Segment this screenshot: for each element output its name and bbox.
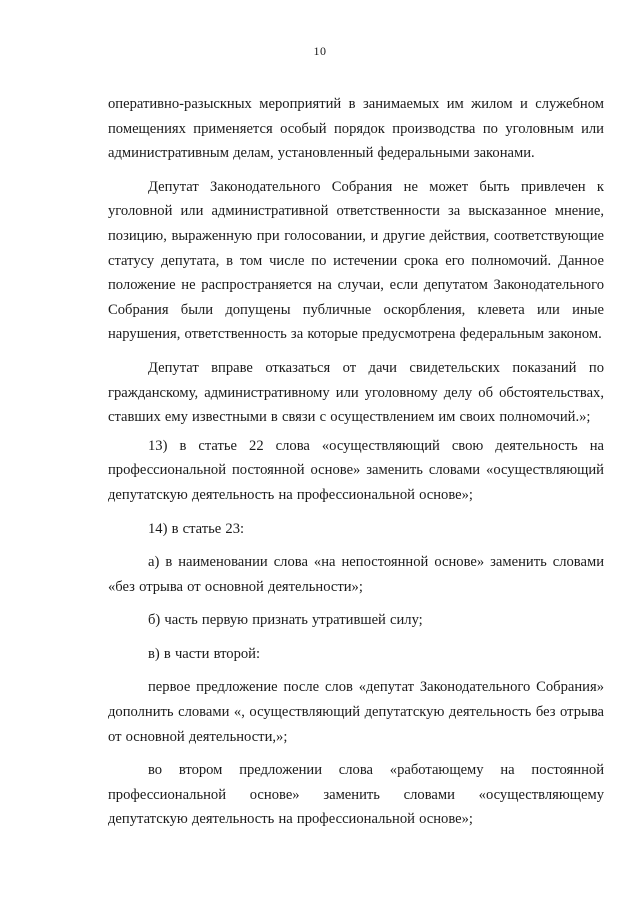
paragraph-first-sentence: первое предложение после слов «депутат Законодательного Собрания» дополнить словами «, осуществляющий депутатскую деятельность без отрыва от основной деятельности,»; xyxy=(108,679,604,745)
paragraph-subitem-b: б) часть первую признать утратившей силу; xyxy=(148,612,423,629)
paragraph-continuation: оперативно-разыскных мероприятий в занимаемых им жилом и служебном помещениях применяется особый порядок производства по уголовным или административным делам, установленный федеральными законами. xyxy=(108,96,604,162)
paragraph-item-14: 14) в статье 23: xyxy=(148,520,245,537)
page-number: 10 xyxy=(313,44,327,58)
paragraph-second-sentence: во втором предложении слова «работающему на постоянной профессиональной основе» заменить словами «осуществляющему депутатскую деятельность на профессиональной основе»; xyxy=(108,762,604,828)
document-body xyxy=(108,92,604,832)
paragraph-subitem-a: а) в наименовании слова «на непостоянной основе» заменить словами «без отрыва от основной деятельности»; xyxy=(108,554,604,595)
paragraph-subitem-v: в) в части второй: xyxy=(148,645,261,662)
paragraph-deputy-immunity: Депутат Законодательного Собрания не может быть привлечен к уголовной или административной ответственности за высказанное мнение, позицию, выраженную при голосовании, и другие действия, соответствующие статусу депутата, в том числе по истечении срока его полномочий. Данное положение не распространяется на случаи, если депутатом Законодательного Собрания были допущены публичные оскорбления, клевета или иные нарушения, ответственность за которые предусмотрена федеральным законом. xyxy=(108,178,604,343)
paragraph-testimony-refusal: Депутат вправе отказаться от дачи свидетельских показаний по гражданскому, административному или уголовному делу об обстоятельствах, ставших ему известными в связи с осуществлением им своих полномочий.»; xyxy=(108,359,604,426)
paragraph-item-13: 13) в статье 22 слова «осуществляющий свою деятельность на профессиональной постоянной основе» заменить словами «осуществляющий депутатскую деятельность на профессиональной основе»; xyxy=(108,437,604,503)
